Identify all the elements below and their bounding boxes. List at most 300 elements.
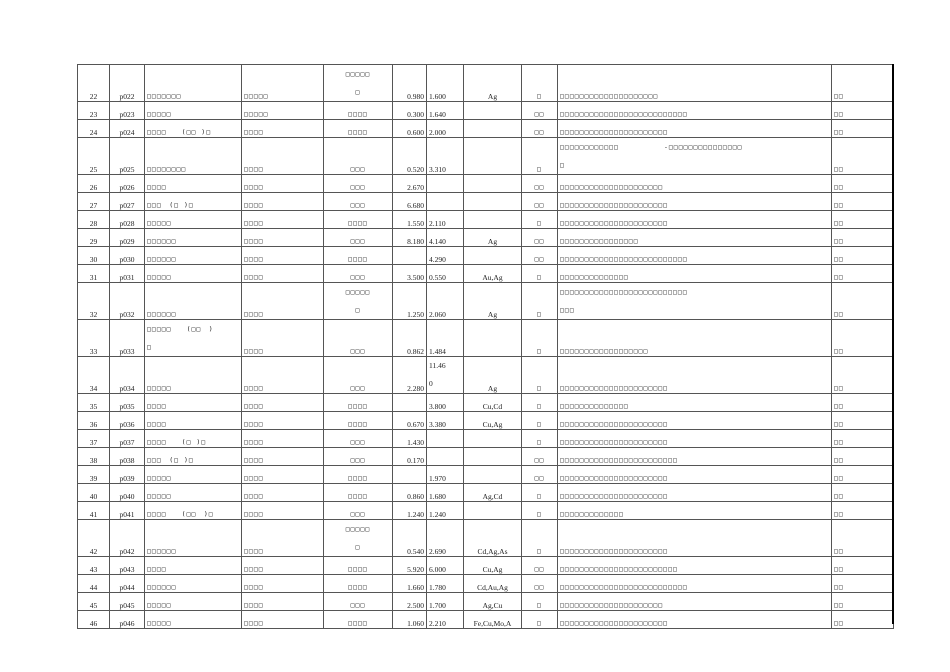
type-cell: □□□ bbox=[324, 593, 393, 611]
type-cell: □□□ bbox=[324, 229, 393, 247]
row-code: p028 bbox=[110, 211, 145, 229]
table-row bbox=[78, 484, 894, 502]
value-1-cell: 0.862 bbox=[393, 320, 427, 357]
row-number: 34 bbox=[78, 357, 110, 394]
description-cell: □□□□□□□□□□□□□□□□□□□□□□□□□□ bbox=[558, 102, 832, 120]
row-number: 33 bbox=[78, 320, 110, 357]
row-code: p030 bbox=[110, 247, 145, 265]
value-2-cell: 1.970 bbox=[427, 466, 464, 484]
value-1-cell: 0.170 bbox=[393, 448, 427, 466]
category-cell: □□□□ bbox=[242, 412, 324, 430]
value-1-cell: 8.180 bbox=[393, 229, 427, 247]
elements-cell bbox=[464, 502, 522, 520]
value-2-cell bbox=[427, 430, 464, 448]
row-number: 25 bbox=[78, 138, 110, 175]
row-number: 26 bbox=[78, 175, 110, 193]
elements-cell bbox=[464, 320, 522, 357]
flag-cell: □□ bbox=[522, 575, 558, 593]
elements-cell bbox=[464, 120, 522, 138]
name-cell: □□□□□ bbox=[145, 265, 242, 283]
category-cell: □□□□ bbox=[242, 265, 324, 283]
flag-cell: □□ bbox=[522, 193, 558, 211]
note-cell: □□ bbox=[832, 357, 894, 394]
category-cell: □□□□ bbox=[242, 120, 324, 138]
value-1-cell: 2.280 bbox=[393, 357, 427, 394]
type-cell: □□□ bbox=[324, 357, 393, 394]
row-code: p038 bbox=[110, 448, 145, 466]
row-number: 29 bbox=[78, 229, 110, 247]
value-1-cell bbox=[393, 394, 427, 412]
type-cell: □□□ bbox=[324, 138, 393, 175]
table-row bbox=[78, 357, 894, 394]
description-cell: □□□□□□□□□□□□ -□□□□□□□□□□□□□□□ □ bbox=[558, 138, 832, 175]
name-cell: □□□□□ bbox=[145, 593, 242, 611]
type-cell: □□□□ bbox=[324, 466, 393, 484]
flag-cell: □ bbox=[522, 484, 558, 502]
value-1-cell: 1.240 bbox=[393, 502, 427, 520]
type-cell: □□□□ bbox=[324, 575, 393, 593]
flag-cell: □ bbox=[522, 430, 558, 448]
note-cell: □□ bbox=[832, 283, 894, 320]
table-row bbox=[78, 520, 894, 557]
category-cell: □□□□ bbox=[242, 138, 324, 175]
value-2-cell: 6.000 bbox=[427, 557, 464, 575]
elements-cell bbox=[464, 448, 522, 466]
flag-cell: □ bbox=[522, 138, 558, 175]
note-cell: □□ bbox=[832, 102, 894, 120]
description-cell: □□□□□□□□□□□□□□□□□□□□□□ bbox=[558, 193, 832, 211]
table-row bbox=[78, 138, 894, 175]
elements-cell bbox=[464, 102, 522, 120]
table-row bbox=[78, 502, 894, 520]
elements-cell bbox=[464, 211, 522, 229]
elements-cell: Ag bbox=[464, 65, 522, 102]
table-row bbox=[78, 65, 894, 102]
table-row bbox=[78, 575, 894, 593]
value-1-cell: 1.550 bbox=[393, 211, 427, 229]
row-number: 43 bbox=[78, 557, 110, 575]
note-cell: □□ bbox=[832, 557, 894, 575]
type-cell: □□□ bbox=[324, 193, 393, 211]
note-cell: □□ bbox=[832, 320, 894, 357]
type-cell: □□□□ bbox=[324, 611, 393, 629]
row-number: 32 bbox=[78, 283, 110, 320]
value-2-cell: 1.640 bbox=[427, 102, 464, 120]
description-cell: □□□□□□□□□□□□□□□□□□□□□□□□□□ bbox=[558, 575, 832, 593]
row-code: p022 bbox=[110, 65, 145, 102]
data-table bbox=[77, 64, 894, 629]
row-code: p024 bbox=[110, 120, 145, 138]
category-cell: □□□□ bbox=[242, 502, 324, 520]
description-cell: □□□□□□□□□□□□□□□□□□□□□□□□□□ □□□ bbox=[558, 283, 832, 320]
value-2-cell: 1.484 bbox=[427, 320, 464, 357]
value-1-cell: 0.300 bbox=[393, 102, 427, 120]
table-row bbox=[78, 175, 894, 193]
note-cell: □□ bbox=[832, 466, 894, 484]
sheet-right-border bbox=[892, 64, 894, 624]
category-cell: □□□□□ bbox=[242, 102, 324, 120]
description-cell: □□□□□□□□□□□□□□□□□□□□ bbox=[558, 65, 832, 102]
value-2-cell: 4.140 bbox=[427, 229, 464, 247]
note-cell: □□ bbox=[832, 120, 894, 138]
type-cell: □□□ bbox=[324, 448, 393, 466]
elements-cell: Ag,Cd bbox=[464, 484, 522, 502]
elements-cell bbox=[464, 138, 522, 175]
value-1-cell: 3.500 bbox=[393, 265, 427, 283]
elements-cell: Fe,Cu,Mo,A bbox=[464, 611, 522, 629]
type-cell: □□□□ bbox=[324, 102, 393, 120]
value-1-cell: 1.060 bbox=[393, 611, 427, 629]
name-cell: □□□□□ bbox=[145, 484, 242, 502]
elements-cell bbox=[464, 193, 522, 211]
flag-cell: □ bbox=[522, 394, 558, 412]
description-cell: □□□□□□□□□□□□□□□□□□□□□□ bbox=[558, 466, 832, 484]
value-1-cell: 0.540 bbox=[393, 520, 427, 557]
row-code: p042 bbox=[110, 520, 145, 557]
flag-cell: □ bbox=[522, 357, 558, 394]
description-cell: □□□□□□□□□□□□□□□□□□□□□□□□ bbox=[558, 557, 832, 575]
value-1-cell: 0.980 bbox=[393, 65, 427, 102]
value-2-cell: 2.060 bbox=[427, 283, 464, 320]
row-number: 44 bbox=[78, 575, 110, 593]
row-code: p045 bbox=[110, 593, 145, 611]
value-2-cell: 1.680 bbox=[427, 484, 464, 502]
row-code: p039 bbox=[110, 466, 145, 484]
flag-cell: □ bbox=[522, 412, 558, 430]
note-cell: □□ bbox=[832, 394, 894, 412]
category-cell: □□□□ bbox=[242, 394, 324, 412]
table-row bbox=[78, 265, 894, 283]
type-cell: □□□□□ □ bbox=[324, 520, 393, 557]
note-cell: □□ bbox=[832, 175, 894, 193]
flag-cell: □□ bbox=[522, 120, 558, 138]
row-code: p041 bbox=[110, 502, 145, 520]
row-number: 36 bbox=[78, 412, 110, 430]
table-row bbox=[78, 102, 894, 120]
elements-cell: Cu,Ag bbox=[464, 557, 522, 575]
description-cell: □□□□□□□□□□□□□□□□□□□□□□ bbox=[558, 430, 832, 448]
name-cell: □□□□□□ bbox=[145, 575, 242, 593]
note-cell: □□ bbox=[832, 211, 894, 229]
note-cell: □□ bbox=[832, 520, 894, 557]
row-code: p029 bbox=[110, 229, 145, 247]
note-cell: □□ bbox=[832, 65, 894, 102]
row-code: p025 bbox=[110, 138, 145, 175]
category-cell: □□□□ bbox=[242, 175, 324, 193]
name-cell: □□□□ (□□ )□ bbox=[145, 120, 242, 138]
type-cell: □□□□□ □ bbox=[324, 283, 393, 320]
type-cell: □□□ bbox=[324, 175, 393, 193]
type-cell: □□□□ bbox=[324, 557, 393, 575]
table-row bbox=[78, 394, 894, 412]
row-code: p044 bbox=[110, 575, 145, 593]
name-cell: □□□□□ bbox=[145, 102, 242, 120]
flag-cell: □ bbox=[522, 65, 558, 102]
category-cell: □□□□□ bbox=[242, 65, 324, 102]
note-cell: □□ bbox=[832, 229, 894, 247]
note-cell: □□ bbox=[832, 265, 894, 283]
flag-cell: □□ bbox=[522, 448, 558, 466]
elements-cell: Ag bbox=[464, 283, 522, 320]
table-row bbox=[78, 229, 894, 247]
category-cell: □□□□ bbox=[242, 611, 324, 629]
type-cell: □□□□ bbox=[324, 247, 393, 265]
note-cell: □□ bbox=[832, 138, 894, 175]
elements-cell bbox=[464, 247, 522, 265]
name-cell: □□□□ (□□ )□ bbox=[145, 502, 242, 520]
type-cell: □□□ bbox=[324, 320, 393, 357]
category-cell: □□□□ bbox=[242, 247, 324, 265]
type-cell: □□□ bbox=[324, 265, 393, 283]
description-cell: □□□□□□□□□□□□□□□□□□□□□□ bbox=[558, 120, 832, 138]
name-cell: □□□□□□ bbox=[145, 247, 242, 265]
category-cell: □□□□ bbox=[242, 229, 324, 247]
elements-cell bbox=[464, 175, 522, 193]
category-cell: □□□□ bbox=[242, 593, 324, 611]
table-row bbox=[78, 430, 894, 448]
value-1-cell: 6.680 bbox=[393, 193, 427, 211]
row-code: p033 bbox=[110, 320, 145, 357]
value-2-cell: 3.310 bbox=[427, 138, 464, 175]
name-cell: □□□□□ bbox=[145, 211, 242, 229]
description-cell: □□□□□□□□□□□□□□ bbox=[558, 265, 832, 283]
table-row bbox=[78, 593, 894, 611]
value-2-cell: 11.46 0 bbox=[427, 357, 464, 394]
row-number: 31 bbox=[78, 265, 110, 283]
elements-cell: Cd,Au,Ag bbox=[464, 575, 522, 593]
note-cell: □□ bbox=[832, 412, 894, 430]
table-row bbox=[78, 193, 894, 211]
flag-cell: □□ bbox=[522, 466, 558, 484]
value-1-cell: 1.660 bbox=[393, 575, 427, 593]
description-cell: □□□□□□□□□□□□□□□□□□□□□ bbox=[558, 593, 832, 611]
category-cell: □□□□ bbox=[242, 466, 324, 484]
note-cell: □□ bbox=[832, 593, 894, 611]
flag-cell: □ bbox=[522, 593, 558, 611]
value-2-cell: 2.210 bbox=[427, 611, 464, 629]
type-cell: □□□□ bbox=[324, 412, 393, 430]
table-row bbox=[78, 211, 894, 229]
type-cell: □□□□ bbox=[324, 394, 393, 412]
name-cell: □□□□□ bbox=[145, 611, 242, 629]
row-number: 23 bbox=[78, 102, 110, 120]
name-cell: □□□□□ (□□ ) □ bbox=[145, 320, 242, 357]
value-2-cell: 1.780 bbox=[427, 575, 464, 593]
note-cell: □□ bbox=[832, 611, 894, 629]
value-2-cell: 1.240 bbox=[427, 502, 464, 520]
flag-cell: □ bbox=[522, 520, 558, 557]
elements-cell: Cu,Ag bbox=[464, 412, 522, 430]
flag-cell: □ bbox=[522, 283, 558, 320]
row-code: p043 bbox=[110, 557, 145, 575]
description-cell: □□□□□□□□□□□□□□□□□□□□□□ bbox=[558, 412, 832, 430]
type-cell: □□□ bbox=[324, 430, 393, 448]
table-body bbox=[78, 65, 894, 629]
name-cell: □□□□ bbox=[145, 557, 242, 575]
flag-cell: □□ bbox=[522, 175, 558, 193]
description-cell: □□□□□□□□□□□□□□□□□□ bbox=[558, 320, 832, 357]
row-code: p027 bbox=[110, 193, 145, 211]
value-2-cell: 3.380 bbox=[427, 412, 464, 430]
table-row bbox=[78, 448, 894, 466]
category-cell: □□□□ bbox=[242, 575, 324, 593]
row-number: 39 bbox=[78, 466, 110, 484]
flag-cell: □ bbox=[522, 611, 558, 629]
name-cell: □□□□□□□ bbox=[145, 65, 242, 102]
description-cell: □□□□□□□□□□□□□□□□□□□□□□ bbox=[558, 211, 832, 229]
flag-cell: □□ bbox=[522, 102, 558, 120]
row-number: 22 bbox=[78, 65, 110, 102]
flag-cell: □ bbox=[522, 320, 558, 357]
row-code: p040 bbox=[110, 484, 145, 502]
type-cell: □□□ bbox=[324, 502, 393, 520]
name-cell: □□□□□ bbox=[145, 357, 242, 394]
flag-cell: □□ bbox=[522, 229, 558, 247]
value-2-cell: 2.110 bbox=[427, 211, 464, 229]
category-cell: □□□□ bbox=[242, 320, 324, 357]
name-cell: □□□ (□ )□ bbox=[145, 193, 242, 211]
table-row bbox=[78, 557, 894, 575]
value-1-cell: 0.860 bbox=[393, 484, 427, 502]
flag-cell: □ bbox=[522, 211, 558, 229]
name-cell: □□□□ bbox=[145, 412, 242, 430]
table-row bbox=[78, 320, 894, 357]
category-cell: □□□□ bbox=[242, 193, 324, 211]
value-1-cell: 0.670 bbox=[393, 412, 427, 430]
note-cell: □□ bbox=[832, 193, 894, 211]
table-row bbox=[78, 466, 894, 484]
name-cell: □□□ (□ )□ bbox=[145, 448, 242, 466]
row-number: 24 bbox=[78, 120, 110, 138]
name-cell: □□□□□□ bbox=[145, 520, 242, 557]
elements-cell: Ag bbox=[464, 229, 522, 247]
value-2-cell: 2.690 bbox=[427, 520, 464, 557]
row-number: 28 bbox=[78, 211, 110, 229]
value-2-cell: 3.800 bbox=[427, 394, 464, 412]
note-cell: □□ bbox=[832, 448, 894, 466]
value-2-cell bbox=[427, 175, 464, 193]
value-1-cell: 0.600 bbox=[393, 120, 427, 138]
value-2-cell: 1.700 bbox=[427, 593, 464, 611]
row-number: 42 bbox=[78, 520, 110, 557]
row-number: 30 bbox=[78, 247, 110, 265]
name-cell: □□□□ (□ )□ bbox=[145, 430, 242, 448]
row-number: 27 bbox=[78, 193, 110, 211]
row-number: 46 bbox=[78, 611, 110, 629]
value-2-cell: 2.000 bbox=[427, 120, 464, 138]
value-2-cell bbox=[427, 193, 464, 211]
description-cell: □□□□□□□□□□□□□□□□□□□□□□□□ bbox=[558, 448, 832, 466]
row-code: p031 bbox=[110, 265, 145, 283]
row-code: p023 bbox=[110, 102, 145, 120]
description-cell: □□□□□□□□□□□□□□□□□□□□□□ bbox=[558, 611, 832, 629]
category-cell: □□□□ bbox=[242, 357, 324, 394]
row-code: p026 bbox=[110, 175, 145, 193]
row-code: p032 bbox=[110, 283, 145, 320]
category-cell: □□□□ bbox=[242, 211, 324, 229]
description-cell: □□□□□□□□□□□□□□□□□□□□□□ bbox=[558, 357, 832, 394]
flag-cell: □ bbox=[522, 265, 558, 283]
description-cell: □□□□□□□□□□□□□□ bbox=[558, 394, 832, 412]
table-row bbox=[78, 247, 894, 265]
elements-cell bbox=[464, 430, 522, 448]
description-cell: □□□□□□□□□□□□□□□□ bbox=[558, 229, 832, 247]
description-cell: □□□□□□□□□□□□□□□□□□□□□□ bbox=[558, 520, 832, 557]
value-1-cell: 1.250 bbox=[393, 283, 427, 320]
value-2-cell: 1.600 bbox=[427, 65, 464, 102]
elements-cell bbox=[464, 466, 522, 484]
table-row bbox=[78, 283, 894, 320]
note-cell: □□ bbox=[832, 575, 894, 593]
table-row bbox=[78, 611, 894, 629]
name-cell: □□□□□□ bbox=[145, 229, 242, 247]
type-cell: □□□□ bbox=[324, 120, 393, 138]
category-cell: □□□□ bbox=[242, 283, 324, 320]
elements-cell: Au,Ag bbox=[464, 265, 522, 283]
value-2-cell: 4.290 bbox=[427, 247, 464, 265]
row-code: p037 bbox=[110, 430, 145, 448]
category-cell: □□□□ bbox=[242, 520, 324, 557]
row-code: p036 bbox=[110, 412, 145, 430]
name-cell: □□□□ bbox=[145, 175, 242, 193]
value-1-cell bbox=[393, 247, 427, 265]
elements-cell: Ag,Cu bbox=[464, 593, 522, 611]
note-cell: □□ bbox=[832, 484, 894, 502]
description-cell: □□□□□□□□□□□□□□□□□□□□□□□□□□ bbox=[558, 247, 832, 265]
flag-cell: □□ bbox=[522, 557, 558, 575]
note-cell: □□ bbox=[832, 502, 894, 520]
flag-cell: □ bbox=[522, 502, 558, 520]
row-number: 40 bbox=[78, 484, 110, 502]
value-2-cell: 0.550 bbox=[427, 265, 464, 283]
elements-cell: Cu,Cd bbox=[464, 394, 522, 412]
value-1-cell bbox=[393, 466, 427, 484]
elements-cell: Cd,Ag,As bbox=[464, 520, 522, 557]
description-cell: □□□□□□□□□□□□□□□□□□□□□ bbox=[558, 175, 832, 193]
value-2-cell bbox=[427, 448, 464, 466]
value-1-cell: 0.520 bbox=[393, 138, 427, 175]
category-cell: □□□□ bbox=[242, 557, 324, 575]
row-number: 38 bbox=[78, 448, 110, 466]
name-cell: □□□□□ bbox=[145, 466, 242, 484]
flag-cell: □□ bbox=[522, 247, 558, 265]
name-cell: □□□□ bbox=[145, 394, 242, 412]
table-row bbox=[78, 412, 894, 430]
row-number: 35 bbox=[78, 394, 110, 412]
type-cell: □□□□ bbox=[324, 484, 393, 502]
name-cell: □□□□□□ bbox=[145, 283, 242, 320]
note-cell: □□ bbox=[832, 430, 894, 448]
value-1-cell: 1.430 bbox=[393, 430, 427, 448]
note-cell: □□ bbox=[832, 247, 894, 265]
elements-cell: Ag bbox=[464, 357, 522, 394]
description-cell: □□□□□□□□□□□□□□□□□□□□□□ bbox=[558, 484, 832, 502]
category-cell: □□□□ bbox=[242, 448, 324, 466]
row-code: p035 bbox=[110, 394, 145, 412]
value-1-cell: 2.670 bbox=[393, 175, 427, 193]
value-1-cell: 2.500 bbox=[393, 593, 427, 611]
category-cell: □□□□ bbox=[242, 430, 324, 448]
type-cell: □□□□ bbox=[324, 211, 393, 229]
category-cell: □□□□ bbox=[242, 484, 324, 502]
description-cell: □□□□□□□□□□□□□ bbox=[558, 502, 832, 520]
table-row bbox=[78, 120, 894, 138]
row-code: p034 bbox=[110, 357, 145, 394]
type-cell: □□□□□ □ bbox=[324, 65, 393, 102]
value-1-cell: 5.920 bbox=[393, 557, 427, 575]
row-number: 41 bbox=[78, 502, 110, 520]
row-number: 37 bbox=[78, 430, 110, 448]
